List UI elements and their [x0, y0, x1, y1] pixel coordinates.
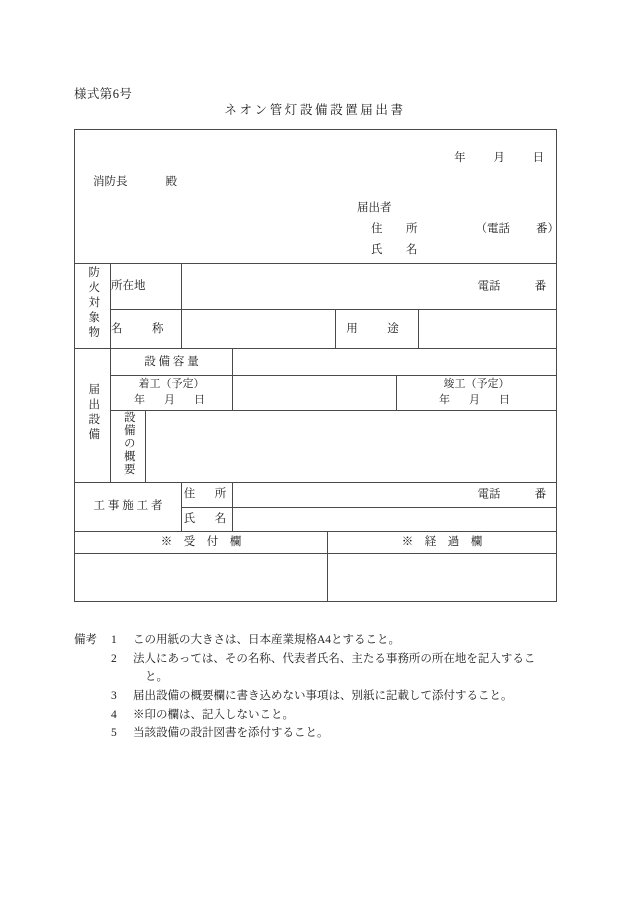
note-text-continuation: と。	[145, 671, 168, 684]
note-item	[74, 687, 574, 706]
contractor-name-value-cell[interactable]	[233, 507, 557, 531]
phone-open-paren: （電話	[475, 223, 510, 235]
submitter-name-label: 氏 名	[371, 244, 424, 256]
note-text: この用紙の大きさは、日本産業規格A4とすること。	[133, 634, 401, 646]
addressee-line	[93, 174, 177, 191]
contractor-phone-label: 電話	[477, 488, 501, 501]
contractor-address-value-cell[interactable]	[233, 482, 557, 507]
top-notification-row	[75, 130, 557, 264]
note-text: 届出設備の概要欄に書き込めない事項は、別紙に記載して添付すること。	[133, 689, 513, 702]
reception-value-cell[interactable]	[75, 553, 328, 601]
contractor-phone-unit: 番	[534, 488, 547, 501]
reception-label: ※ 受 付 欄	[160, 535, 242, 548]
equipment-outline-label-cell	[111, 411, 146, 483]
submitter-phone-group	[476, 221, 560, 238]
construction-start-label-cell	[111, 376, 233, 411]
reception-label-cell	[75, 531, 328, 553]
date-month-label: 月	[493, 152, 505, 164]
building-use-label-cell	[336, 310, 419, 349]
phone-close-paren: 番）	[536, 223, 559, 235]
equipment-capacity-value-cell[interactable]	[233, 349, 557, 376]
building-name-label: 名 称	[111, 322, 173, 335]
date-day-label: 日	[532, 152, 545, 164]
building-name-row	[75, 310, 557, 349]
contractor-phone-group	[478, 486, 547, 503]
contractor-address-row	[75, 482, 557, 507]
equipment-outline-row	[75, 411, 557, 483]
submitter-name-line	[371, 242, 424, 259]
note-text: 当該設備の設計図書を添付すること。	[133, 727, 329, 740]
contractor-name-label-cell	[182, 507, 233, 531]
date-year-label: 年	[454, 152, 466, 164]
note-number: 4	[111, 708, 117, 721]
top-block	[75, 130, 559, 263]
equipment-outline-label: 設備の概要	[122, 411, 135, 476]
note-item	[74, 724, 574, 743]
submitter-label: 届出者	[357, 202, 392, 214]
equipment-capacity-label-cell	[111, 349, 233, 376]
building-use-label: 用 途	[346, 322, 408, 335]
form-number: 様式第6号	[74, 87, 133, 101]
note-item	[74, 631, 574, 650]
building-use-value-cell[interactable]	[419, 310, 557, 349]
construction-finish-label-line1: 竣工（予定）	[443, 378, 510, 391]
building-section-label: 防火対象物	[87, 265, 100, 341]
notification-form-table	[74, 129, 557, 602]
note-number: 1	[111, 634, 117, 646]
building-phone-label: 電話	[477, 280, 501, 293]
contractor-address-input-area[interactable]	[233, 483, 556, 507]
building-location-label: 所在地	[111, 280, 146, 293]
construction-start-label-line2: 年 月 日	[134, 394, 209, 406]
building-name-label-cell	[111, 310, 182, 349]
equipment-section-label-cell	[75, 349, 111, 483]
official-header-row	[75, 531, 557, 553]
note-number: 5	[111, 727, 117, 740]
building-section-label-cell	[75, 264, 111, 349]
equipment-outline-value-cell[interactable]	[146, 411, 557, 483]
building-location-label-cell	[111, 264, 182, 310]
note-text	[133, 650, 574, 687]
equipment-section-label: 届出設備	[87, 382, 100, 443]
fire-chief-label: 消防長	[93, 176, 128, 188]
submitter-address-line	[371, 221, 559, 238]
progress-value-cell[interactable]	[328, 553, 557, 601]
note-number: 3	[111, 689, 117, 702]
date-line	[454, 150, 544, 167]
honorific-label: 殿	[165, 176, 177, 188]
contractor-name-label: 氏 名	[183, 512, 231, 525]
equipment-capacity-row	[75, 349, 557, 376]
contractor-section-label-cell	[75, 482, 182, 531]
note-number: 2	[111, 652, 117, 665]
construction-start-value-cell[interactable]	[233, 376, 397, 411]
construction-finish-label-line2: 年 月 日	[439, 394, 515, 406]
contractor-address-label-cell	[182, 482, 233, 507]
equipment-capacity-label: 設 備 容 量	[144, 355, 199, 368]
contractor-address-label: 住 所	[183, 488, 231, 501]
building-location-row	[75, 264, 557, 310]
construction-finish-label-cell	[397, 376, 557, 411]
equipment-schedule-row	[75, 376, 557, 411]
note-item	[74, 650, 574, 687]
construction-start-label-line1: 着工（予定）	[138, 378, 205, 391]
notes-section	[74, 631, 574, 743]
submitter-address-label: 住 所	[371, 223, 424, 235]
contractor-section-label: 工 事 施 工 者	[93, 500, 163, 513]
building-phone-unit: 番	[534, 280, 547, 293]
building-name-value-cell[interactable]	[182, 310, 336, 349]
note-text-main: 法人にあっては、その名称、代表者氏名、主たる事務所の所在地を記入するこ	[133, 652, 536, 665]
note-item	[74, 706, 574, 725]
building-location-input-area[interactable]	[182, 264, 556, 309]
document-title: ネオン管灯設備設置届出書	[224, 103, 406, 117]
top-notification-cell	[75, 130, 557, 264]
progress-label-cell	[328, 531, 557, 553]
building-phone-group	[478, 278, 547, 295]
progress-label: ※ 経 過 欄	[401, 535, 483, 548]
official-value-row	[75, 553, 557, 601]
notes-heading: 備考	[74, 634, 97, 646]
building-location-value-cell[interactable]	[182, 264, 557, 310]
note-text: ※印の欄は、記入しないこと。	[133, 708, 294, 721]
